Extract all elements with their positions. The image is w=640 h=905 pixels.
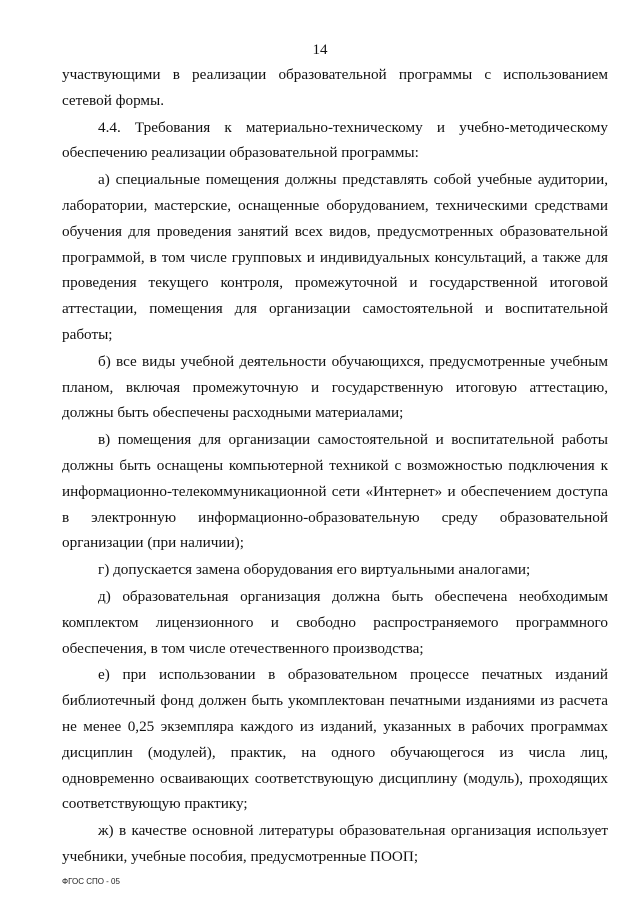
document-body xyxy=(62,62,608,870)
paragraph-item-e: е) при использовании в образовательном процессе печатных изданий библиотечный фонд должен быть укомплектован печатными изданиями из расчета не менее 0,25 экземпляра каждого из изданий, указанных в рабочих программах дисциплин (модулей), практик, на одного обучающегося из числа лиц, одновременно осваивающих соответствующую дисциплину (модуль), проходящих соответствующую практику; xyxy=(62,666,608,813)
paragraph-item-a: а) специальные помещения должны представлять собой учебные аудитории, лаборатории, мастерские, оснащенные оборудованием, техническими средствами обучения для проведения занятий всех видов, предусмотренных образовательной программой, в том числе групповых и индивидуальных консультаций, а также для проведения текущего контроля, промежуточной и государственной итоговой аттестации, помещения для организации самостоятельной и воспитательной работы; xyxy=(62,171,608,343)
paragraph-continuation: участвующими в реализации образовательной программы с использованием сетевой формы. xyxy=(62,66,608,109)
paragraph-section-4-4: 4.4. Требования к материально-техническому и учебно-методическому обеспечению реализации образовательной программы: xyxy=(62,118,608,162)
paragraph-item-g: г) допускается замена оборудования его виртуальными аналогами; xyxy=(98,561,531,579)
paragraph-item-zh: ж) в качестве основной литературы образовательная организация использует учебники, учебные пособия, предусмотренные ПООП; xyxy=(62,822,608,865)
paragraph-item-v: в) помещения для организации самостоятельной и воспитательной работы должны быть оснащены компьютерной техникой с возможностью подключения к информационно-телекоммуникационной сети «Интернет» и обеспечением доступа в электронную информационно-образовательную среду образовательной организации (при наличии); xyxy=(62,431,608,552)
page-number: 14 xyxy=(312,42,328,58)
footer-label: ФГОС СПО - 05 xyxy=(62,877,120,886)
paragraph-item-d: д) образовательная организация должна быть обеспечена необходимым комплектом лицензионного и свободно распространяемого программного обеспечения, в том числе отечественного производства; xyxy=(62,587,608,657)
paragraph-item-b: б) все виды учебной деятельности обучающихся, предусмотренные учебным планом, включая промежуточную и государственную итоговую аттестацию, должны быть обеспечены расходными материалами; xyxy=(62,352,608,422)
